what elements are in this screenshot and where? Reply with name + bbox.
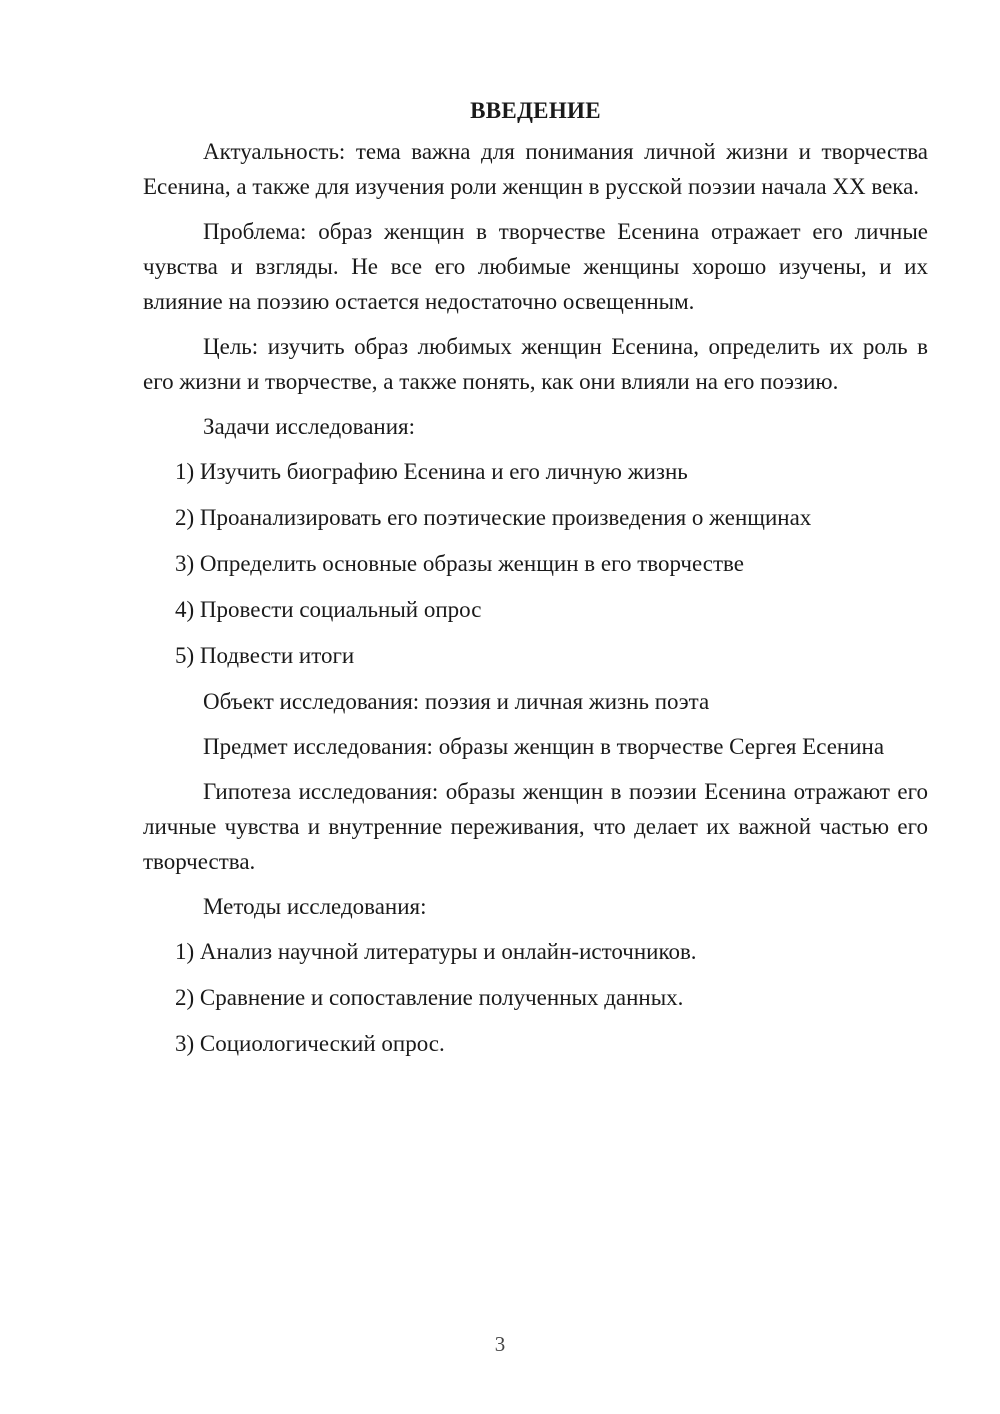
document-page: [143, 96, 928, 1072]
list-item: 1) Анализ научной литературы и онлайн-источников.: [175, 939, 697, 964]
list-item: 4) Провести социальный опрос: [175, 597, 482, 622]
subject-paragraph: Предмет исследования: образы женщин в творчестве Сергея Есенина: [203, 734, 885, 759]
hypothesis-paragraph: Гипотеза исследования: образы женщин в поэзии Есенина отражают его личные чувства и внутренние переживания, что делает их важной частью его творчества.: [143, 779, 928, 874]
list-item: 3) Социологический опрос.: [175, 1031, 445, 1056]
tasks-list: [143, 454, 928, 674]
list-item: 2) Сравнение и сопоставление полученных данных.: [175, 985, 684, 1010]
methods-title: Методы исследования:: [203, 894, 427, 919]
list-item: 2) Проанализировать его поэтические произведения о женщинах: [175, 505, 812, 530]
problem-paragraph: Проблема: образ женщин в творчестве Есенина отражает его личные чувства и взгляды. Не все его любимые женщины хорошо изучены, и их влияние на поэзию остается недостаточно освещенным.: [143, 219, 928, 314]
object-paragraph: Объект исследования: поэзия и личная жизнь поэта: [203, 689, 710, 714]
goal-paragraph: Цель: изучить образ любимых женщин Есенина, определить их роль в его жизни и творчестве, а также понять, как они влияли на его поэзию.: [143, 334, 928, 394]
list-item: 3) Определить основные образы женщин в его творчестве: [175, 551, 744, 576]
page-number: 3: [494, 1332, 506, 1356]
actuality-paragraph: Актуальность: тема важна для понимания личной жизни и творчества Есенина, а также для изучения роли женщин в русской поэзии начала XX века.: [143, 139, 928, 199]
list-item: 5) Подвести итоги: [175, 643, 355, 668]
section-heading: ВВЕДЕНИЕ: [470, 98, 601, 123]
methods-list: [143, 934, 928, 1062]
list-item: 1) Изучить биографию Есенина и его личную жизнь: [175, 459, 688, 484]
tasks-title: Задачи исследования:: [203, 414, 416, 439]
